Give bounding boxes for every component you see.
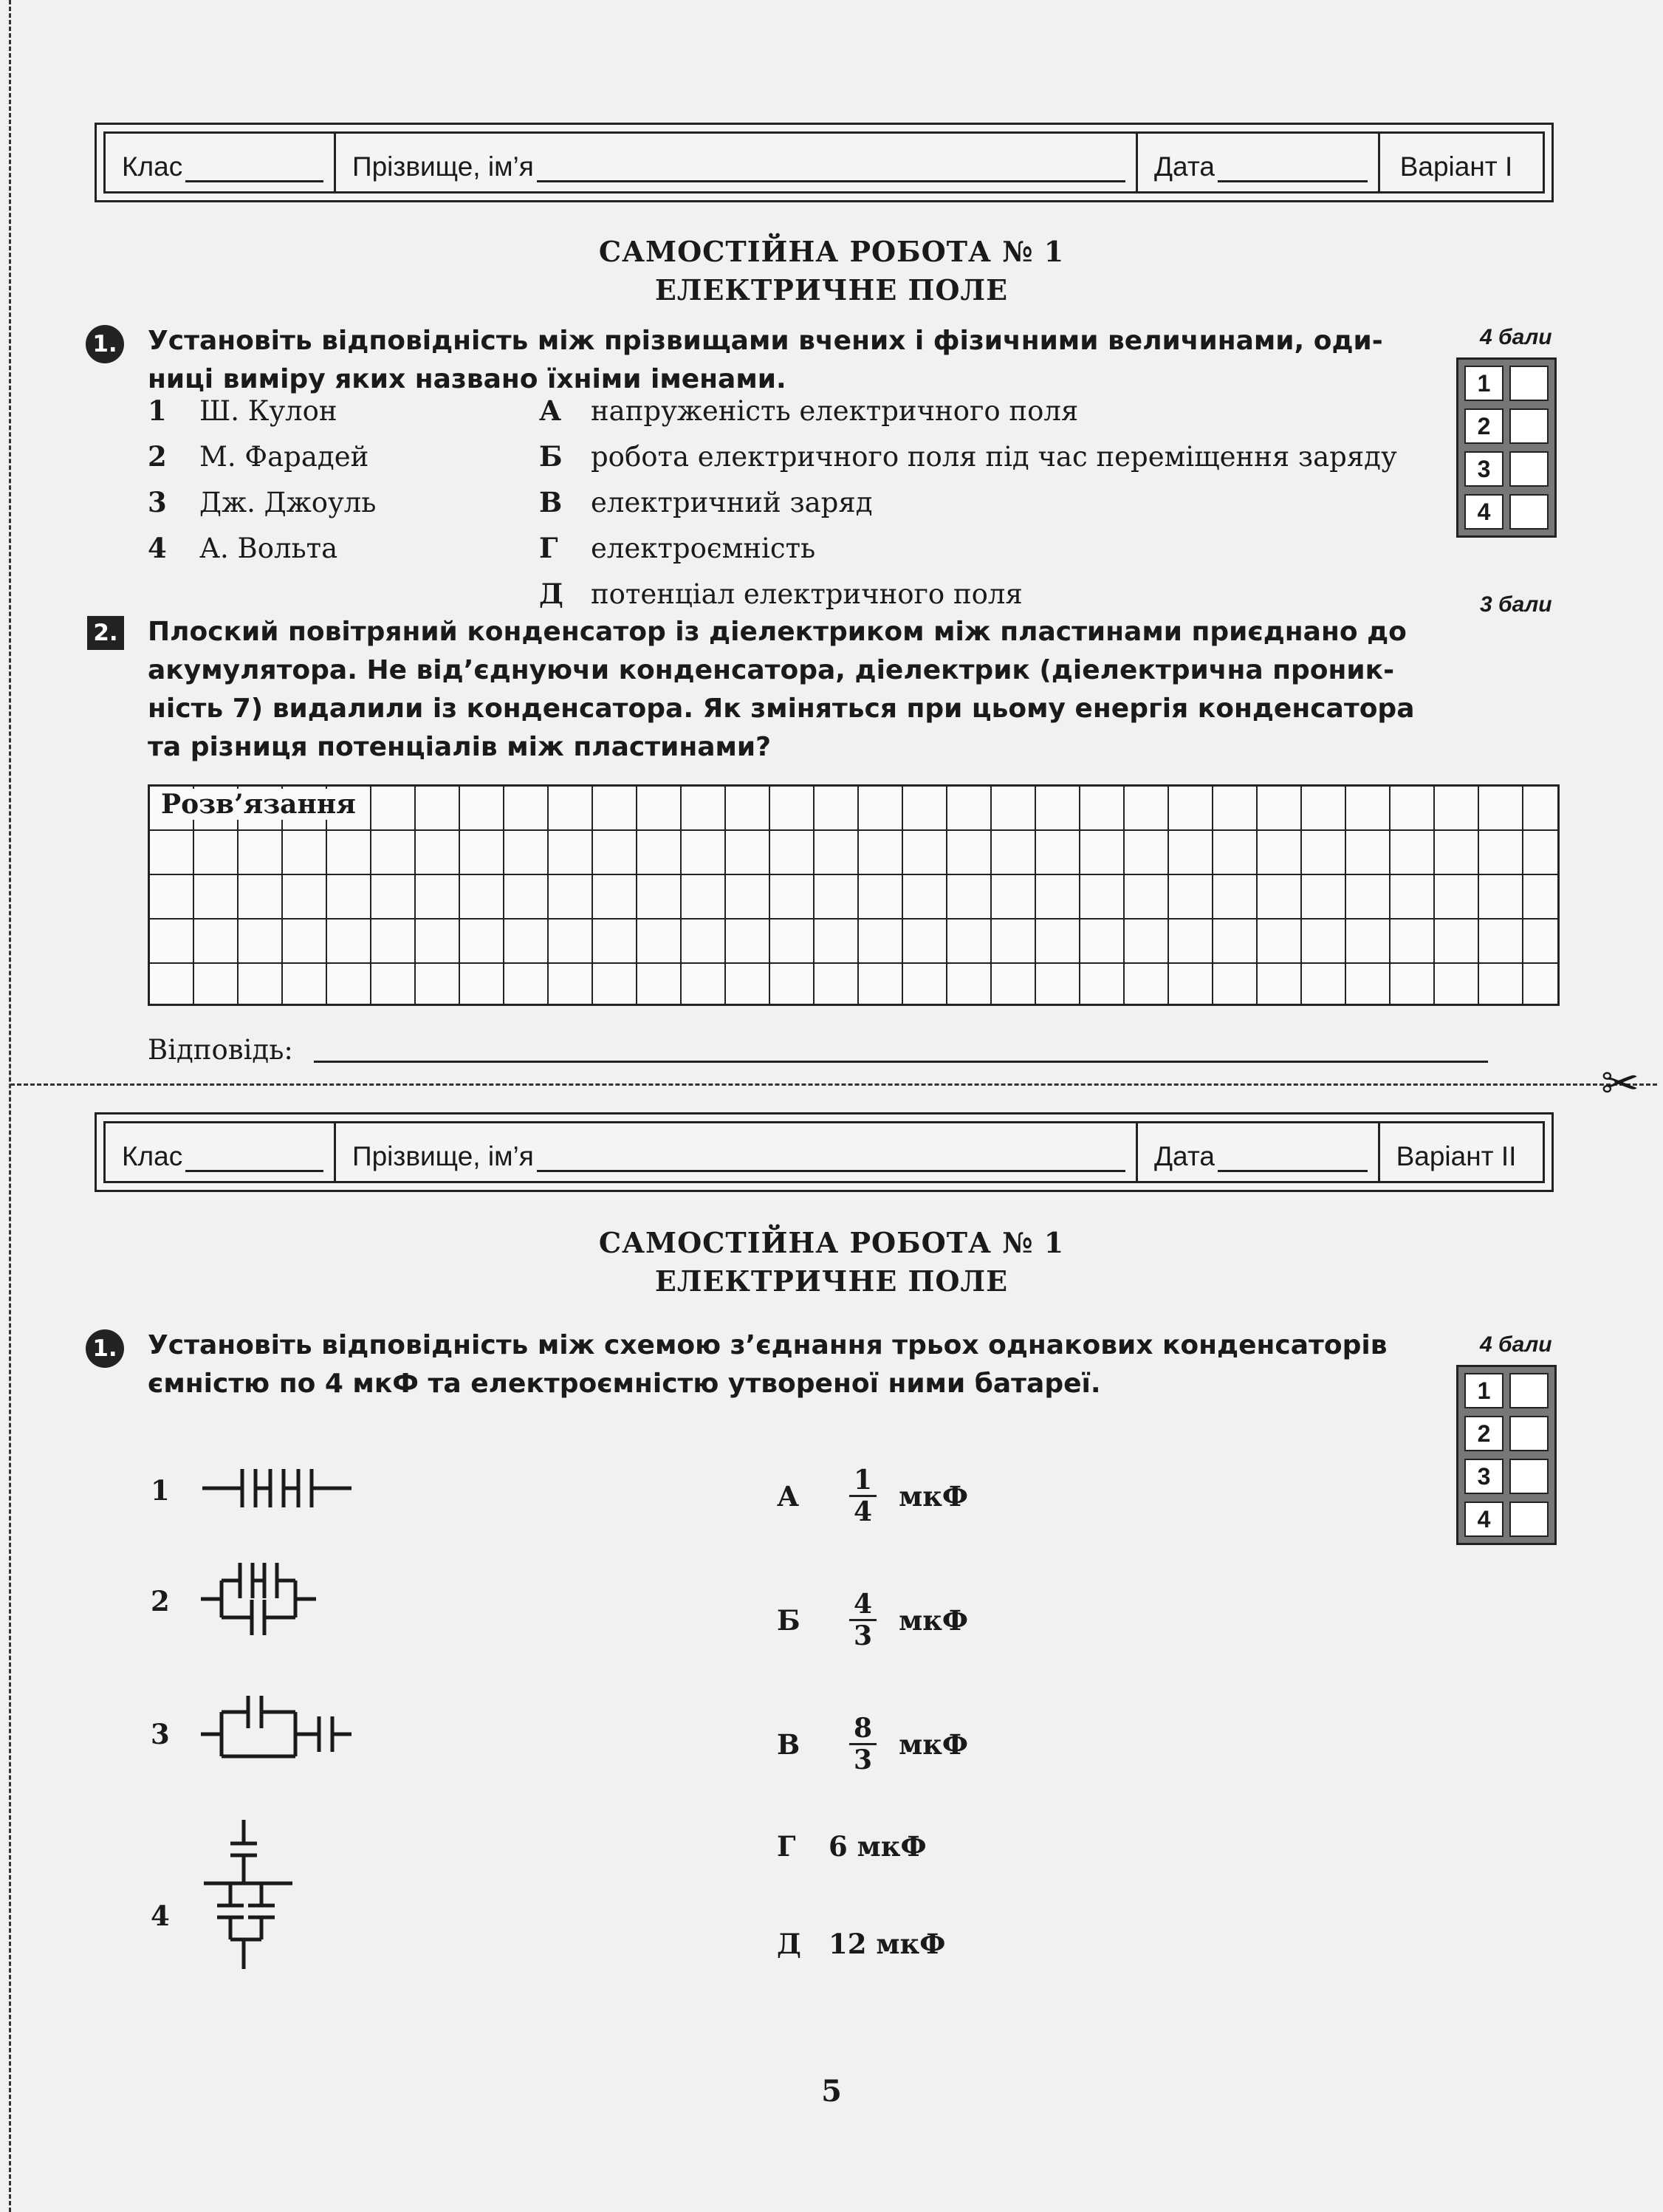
work-title: САМОСТІЙНА РОБОТА № 1: [598, 235, 1065, 268]
variant2-header: [95, 1112, 1554, 1192]
name-field[interactable]: Прізвище, ім’я: [336, 134, 1138, 191]
option-v: В $\frac{8}{3}$ мкФ: [777, 1713, 969, 1776]
option-b: Б $\frac{4}{3}$ мкФ: [777, 1589, 969, 1651]
diagram-number: 1: [151, 1474, 170, 1507]
circuit-diagram-series: [199, 1459, 354, 1518]
question-text: Установіть відповідність між прізвищами вчених і фізичними величинами, оди- ниці виміру яких названо їхніми іменами.: [148, 326, 1383, 394]
page-number: 5: [821, 2074, 842, 2109]
answer-grid: 1 2 3 4: [1456, 357, 1557, 538]
answer-cell[interactable]: [1509, 1416, 1549, 1451]
match-right-list: А напруженість електричного поля Б робота електричного поля під час переміщення заряду В електричний заряд Г електроємність Д потенціал електричного поля: [539, 394, 1397, 610]
diagram-number: 3: [151, 1718, 170, 1750]
diagram-number: 4: [151, 1900, 170, 1932]
question-number: 1.: [86, 325, 124, 363]
option-a: А $\frac{1}{4}$ мкФ: [777, 1465, 969, 1527]
solution-label: Розв’язання: [157, 789, 360, 820]
scissors-icon: ✂: [1601, 1056, 1639, 1110]
answer-cell[interactable]: [1509, 1459, 1549, 1494]
variant1-header: [95, 123, 1554, 202]
date-field[interactable]: Дата: [1138, 134, 1380, 191]
answer-line[interactable]: [314, 1061, 1488, 1063]
variant-label: Варіант ІІ: [1396, 1141, 1517, 1171]
answer-grid: 1 2 3 4: [1456, 1365, 1557, 1545]
circuit-diagram-parallel-top: [199, 1551, 318, 1647]
question-number: 1.: [86, 1329, 124, 1368]
topic-title: ЕЛЕКТРИЧНЕ ПОЛЕ: [654, 1264, 1009, 1298]
class-field[interactable]: Клас: [106, 1123, 336, 1181]
variant-label: Варіант І: [1399, 151, 1513, 182]
answer-cell[interactable]: [1509, 1373, 1549, 1408]
vertical-cut-line: [9, 0, 11, 2212]
score-label: 4 бали: [1480, 1332, 1552, 1357]
class-field[interactable]: Клас: [106, 134, 336, 191]
topic-title: ЕЛЕКТРИЧНЕ ПОЛЕ: [654, 273, 1009, 307]
circuit-diagram-vertical: [199, 1817, 303, 1972]
answer-cell[interactable]: [1509, 366, 1549, 401]
answer-cell[interactable]: [1509, 1502, 1549, 1537]
score-label: 4 бали: [1480, 325, 1552, 349]
question-number: 2.: [87, 616, 124, 650]
question-text: Плоский повітряний конденсатор із діелектриком між пластинами приєднано до акумулятора. Не від’єднуючи конденсатора, діелектрик (діелектрична проник- ність 7) видалили із конденсатора. Як зміняться при цьому енергія конденсатора та різниця потенціалів між пластинами?: [148, 617, 1415, 762]
option-g: Г 6 мкФ: [777, 1830, 927, 1863]
answer-cell[interactable]: [1509, 494, 1549, 530]
answer-label: Відповідь:: [148, 1034, 293, 1066]
answer-cell[interactable]: [1509, 451, 1549, 487]
circuit-diagram-mixed: [199, 1691, 354, 1780]
score-label: 3 бали: [1480, 592, 1552, 617]
diagram-number: 2: [151, 1585, 170, 1617]
work-title: САМОСТІЙНА РОБОТА № 1: [598, 1226, 1065, 1259]
match-left-list: 1 Ш. Кулон 2 М. Фарадей 3 Дж. Джоуль 4 А. Вольта: [148, 394, 377, 564]
option-d: Д 12 мкФ: [777, 1928, 946, 1960]
date-field[interactable]: Дата: [1138, 1123, 1380, 1181]
answer-cell[interactable]: [1509, 408, 1549, 444]
name-field[interactable]: Прізвище, ім’я: [336, 1123, 1138, 1181]
question-text: Установіть відповідність між схемою з’єднання трьох однакових конденсаторів ємністю по 4 мкФ та електроємністю утвореної ними батареї.: [148, 1330, 1388, 1399]
horizontal-cut-line: [10, 1083, 1657, 1086]
